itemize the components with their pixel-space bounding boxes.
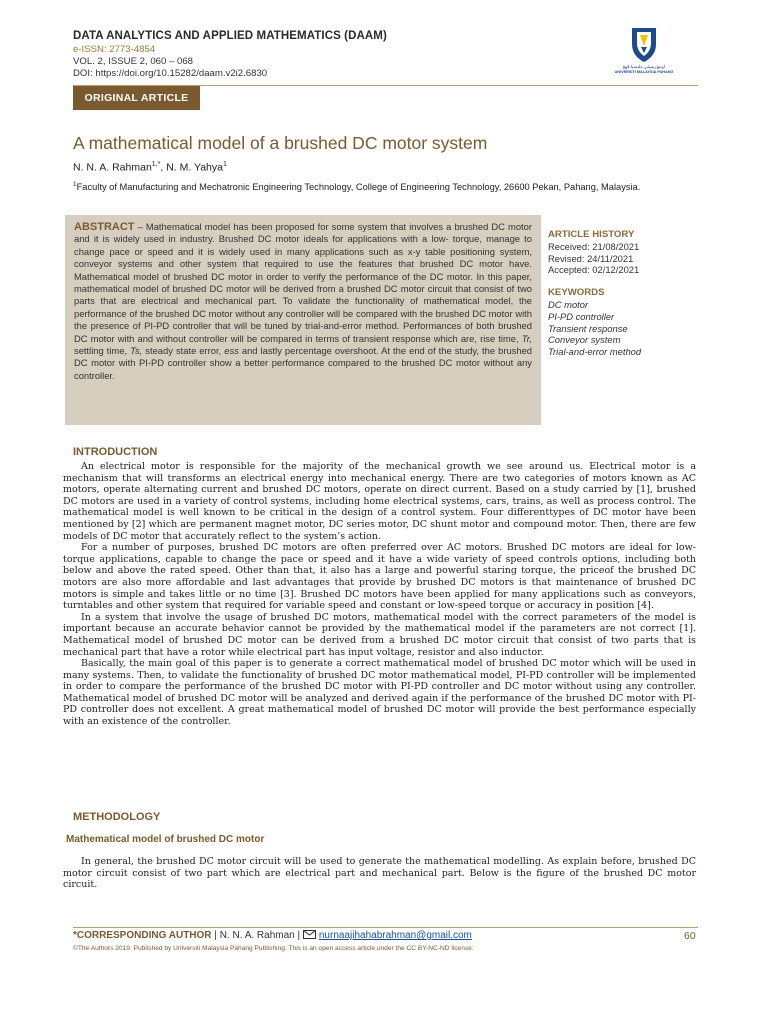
history-heading: ARTICLE HISTORY xyxy=(548,229,635,240)
university-logo xyxy=(612,26,676,78)
introduction-body xyxy=(63,461,696,728)
author-1-sup: 1,* xyxy=(151,161,161,168)
copyright-notice: ©The Authors 2019. Published by Universiti Malaysia Pahang Publishing. This is an open access article under the CC BY-NC-ND license. xyxy=(73,945,474,952)
keyword-item: DC motor xyxy=(548,298,589,310)
abstract-ess: ess xyxy=(224,345,239,357)
methodology-subheading: Mathematical model of brushed DC motor xyxy=(66,834,265,845)
methodology-heading: METHODOLOGY xyxy=(73,811,161,823)
affiliation xyxy=(73,181,640,192)
journal-doi xyxy=(73,68,267,79)
page-number: 60 xyxy=(684,930,696,942)
affiliation-text: Faculty of Manufacturing and Mechatronic Engineering Technology, College of Engineering Technology, 26600 Pekan, Pahang, Malaysia. xyxy=(76,182,641,193)
logo-text: اونيۏرسيتي مليسيا ڤهڠ xyxy=(622,64,666,69)
abstract-part-4: and lastly percentage overshoot. At the end of the study, the brushed DC motor with PI-PD controller show a better performance compared to the brushed DC motor without any controller. xyxy=(74,345,533,381)
ump-shield-icon xyxy=(612,26,676,64)
paragraph: For a number of purposes, brushed DC motors are often preferred over AC motors. Brushed DC motors are ideal for low-torque applications, capable to change the pace or speed and it have a wide variety of speed controls options, including both below and above the rated speed. Other than that, it also has a large and powerful staring torque, the priceof the brushed DC motors are also more affordable and last advantages that provide by brushed DC motors is that maintenance of brushed DC motors is simple and takes little or no time [3]. Brushed DC motors have been applied for many applications such as conveyors, turntables and other system that required for variable speed and constant or low-speed torque or accuracy in position [4]. xyxy=(63,542,696,612)
history-accepted: Accepted: 02/12/2021 xyxy=(548,264,640,276)
paragraph: In a system that involve the usage of brushed DC motors, mathematical model with the correct parameters of the model is important because an accurate behavior cannot be provided by the mathematical model if the parameters are not correct [1]. Mathematical model of brushed DC motor can be derived from a brushed DC motor circuit that consist of two parts that is mechanical part that have a rotor while electrical part has input voltage, resistor and also inductor. xyxy=(63,611,696,658)
journal-name: DATA ANALYTICS AND APPLIED MATHEMATICS (DAAM) xyxy=(73,30,387,42)
author-email-link[interactable]: nurnaajihahabrahman@gmail.com xyxy=(318,930,472,941)
corresponding-name: N. N. A. Rahman xyxy=(219,930,295,941)
introduction-heading: INTRODUCTION xyxy=(73,446,158,458)
keyword-item: Conveyor system xyxy=(548,334,621,346)
doi-label: DOI: xyxy=(73,68,96,79)
abstract-part-3: steady state error, xyxy=(142,345,225,357)
abstract-heading: ABSTRACT xyxy=(74,221,135,233)
envelope-icon xyxy=(303,930,316,939)
footer-sep: | xyxy=(211,930,220,941)
history-revised: Revised: 24/11/2021 xyxy=(548,252,634,264)
keyword-item: PI-PD controller xyxy=(548,310,615,322)
methodology-body xyxy=(63,856,696,891)
abstract-ts: Ts, xyxy=(130,345,143,357)
abstract-text xyxy=(74,221,532,382)
paragraph: In general, the brushed DC motor circuit will be used to generate the mathematical modelling. As explain before, brushed DC motor circuit consist of two part which are electrical part and mechanical part. Below is the figure of the brushed DC motor circuit. xyxy=(63,856,696,891)
journal-volume: VOL. 2, ISSUE 2, 060 – 068 xyxy=(73,56,193,67)
logo-subtext: UNIVERSITI MALAYSIA PAHANG xyxy=(614,70,674,74)
journal-issn: e-ISSN: 2773-4854 xyxy=(73,44,156,55)
affiliation-sup: 1 xyxy=(73,181,77,188)
paragraph: An electrical motor is responsible for the majority of the mechanical growth we see around us. Electrical motor is a mechanism that will transforms an electrical energy into mechanical energy. There are two categories of motors known as AC motors, operate alternating current and brushed DC motors, operate on direct current. Based on a study carried by [1], brushed DC motors are used in a variety of control systems, including home electrical systems, cars, trains, as well as process control. The mathematical model is well known to be critical in the design of a control system. Four differenttypes of DC motor have been mentioned by [2] which are permanent magnet motor, DC series motor, DC shunt motor and compound motor. Then, there are few models of DC motor that accurately reflect to the system’s action. xyxy=(63,461,696,542)
doi-link[interactable]: https://doi.org/10.15282/daam.v2i2.6830 xyxy=(95,68,268,79)
footer-sep: | xyxy=(294,930,303,941)
abstract-part-1: – Mathematical model has been proposed for some system that involves a brushed DC motor and it is widely used in industry. Brushed DC motor ideals for applications with a low- torque, manage to change pace or speed and it is widely used in many applications such as x-y table positioning system, conveyor systems and other system that required to use the features that brushed DC motor have. Mathematical model of brushed DC motor in order to verify the performance of the DC motor. In this paper, mathematical model of brushed DC motor will be derived from a brushed DC motor circuit that consist of two parts that are electrical and mechanical part. To validate the functionality of mathematical model, the performance of the brushed DC motor without any controller will be compared with the brushed DC motor with the presence of PI-PD controller that will be tuned by trial-and-error method. Performances of both brushed DC motor with and without controller will be compared in terms of transient response which are, rise time, xyxy=(74,221,532,344)
author-sep: , xyxy=(160,161,167,174)
author-list xyxy=(73,161,227,174)
keyword-item: Transient response xyxy=(548,322,628,334)
article-sidebar xyxy=(548,229,698,358)
abstract-tr: Tr, xyxy=(521,332,532,344)
history-received: Received: 21/08/2021 xyxy=(548,240,640,252)
footer-rule xyxy=(73,927,698,928)
abstract-part-2: settling time, xyxy=(74,345,131,357)
paragraph: Basically, the main goal of this paper is to generate a correct mathematical model of brushed DC motor which will be used in many systems. Then, to validate the functionality of brushed DC motor mathematical model, PI-PD controller will be implemented in order to compare the performance of the brushed DC motor with PI-PD controller and DC motor without using any controller. Mathematical model of brushed DC motor will be analyzed and derived again if the performance of the brushed DC motor with PI-PD controller does not excellent. A great mathematical model of brushed DC motor will provide the best performance especially with an existence of the controller. xyxy=(63,658,696,728)
author-2: N. M. Yahya xyxy=(166,161,223,174)
article-title: A mathematical model of a brushed DC motor system xyxy=(73,133,488,153)
author-1: N. N. A. Rahman xyxy=(73,161,152,174)
keyword-item: Trial-and-error method xyxy=(548,346,642,358)
corresponding-label: *CORRESPONDING AUTHOR xyxy=(73,930,212,941)
corresponding-author xyxy=(73,930,472,941)
article-type-badge: ORIGINAL ARTICLE xyxy=(73,86,200,110)
keywords-heading: KEYWORDS xyxy=(548,287,605,299)
abstract-box xyxy=(65,215,541,425)
author-2-sup: 1 xyxy=(223,161,227,168)
